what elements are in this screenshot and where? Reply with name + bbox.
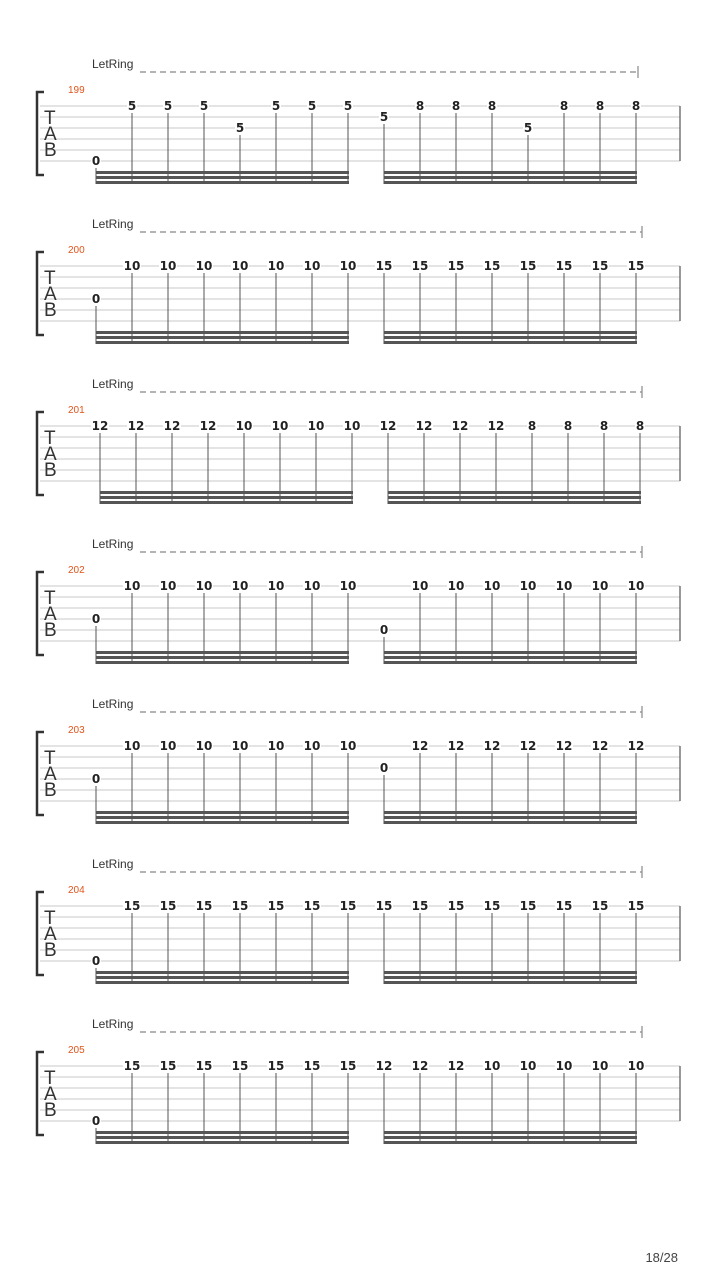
beam (96, 656, 349, 659)
fret-number: 15 (267, 1059, 285, 1073)
fret-number: 12 (447, 1059, 465, 1073)
fret-number: 10 (159, 259, 177, 273)
tab-clef-a: A (44, 764, 57, 785)
fret-number: 15 (303, 1059, 321, 1073)
beam (384, 811, 637, 814)
fret-number: 5 (127, 99, 137, 113)
beam (96, 336, 349, 339)
let-ring-label: LetRing (92, 857, 134, 871)
fret-number: 5 (199, 99, 209, 113)
fret-number: 10 (267, 579, 285, 593)
beam (384, 336, 637, 339)
tab-clef-b: B (44, 460, 57, 481)
fret-number: 15 (339, 1059, 357, 1073)
tab-clef-t: T (44, 1068, 56, 1089)
fret-number: 10 (483, 579, 501, 593)
beam (96, 1136, 349, 1139)
measure-number: 200 (68, 245, 85, 256)
fret-number: 15 (411, 259, 429, 273)
beam (384, 1136, 637, 1139)
fret-number: 15 (303, 899, 321, 913)
fret-number: 10 (231, 579, 249, 593)
beam (100, 491, 353, 494)
beam (96, 971, 349, 974)
fret-number: 0 (379, 761, 389, 775)
tab-clef-t: T (44, 908, 56, 929)
tab-clef-b: B (44, 940, 57, 961)
tab-clef-a: A (44, 604, 57, 625)
fret-number: 15 (447, 899, 465, 913)
tab-clef-a: A (44, 124, 57, 145)
fret-number: 10 (123, 259, 141, 273)
fret-number: 8 (451, 99, 461, 113)
beam (384, 816, 637, 819)
beam (100, 496, 353, 499)
measure-number: 199 (68, 85, 85, 96)
fret-number: 12 (591, 739, 609, 753)
fret-number: 8 (599, 419, 609, 433)
tab-clef-a: A (44, 1084, 57, 1105)
fret-number: 15 (231, 899, 249, 913)
fret-number: 10 (195, 259, 213, 273)
fret-number: 10 (591, 1059, 609, 1073)
let-ring-label: LetRing (92, 377, 134, 391)
beam (384, 331, 637, 334)
fret-number: 15 (267, 899, 285, 913)
fret-number: 0 (91, 1114, 101, 1128)
fret-number: 10 (555, 1059, 573, 1073)
beam (384, 1131, 637, 1134)
fret-number: 10 (447, 579, 465, 593)
fret-number: 10 (555, 579, 573, 593)
fret-number: 10 (303, 579, 321, 593)
measure-number: 205 (68, 1045, 85, 1056)
system-bracket (37, 572, 44, 655)
fret-number: 5 (163, 99, 173, 113)
fret-number: 5 (235, 121, 245, 135)
let-ring-label: LetRing (92, 1017, 134, 1031)
fret-number: 12 (447, 739, 465, 753)
beam (96, 981, 349, 984)
tab-clef-b: B (44, 1100, 57, 1121)
measure-number: 202 (68, 565, 85, 576)
fret-number: 10 (519, 1059, 537, 1073)
let-ring-label: LetRing (92, 697, 134, 711)
fret-number: 15 (519, 259, 537, 273)
fret-number: 15 (555, 899, 573, 913)
beam (96, 331, 349, 334)
measure-number: 204 (68, 885, 85, 896)
fret-number: 15 (555, 259, 573, 273)
fret-number: 12 (415, 419, 433, 433)
beam (384, 181, 637, 184)
beam (388, 491, 641, 494)
fret-number: 5 (271, 99, 281, 113)
fret-number: 15 (447, 259, 465, 273)
fret-number: 10 (235, 419, 253, 433)
fret-number: 12 (375, 1059, 393, 1073)
measure-number: 201 (68, 405, 85, 416)
beam (96, 1141, 349, 1144)
fret-number: 10 (627, 579, 645, 593)
system-bracket (37, 252, 44, 335)
beam (96, 341, 349, 344)
fret-number: 12 (127, 419, 145, 433)
fret-number: 15 (231, 1059, 249, 1073)
beam (388, 496, 641, 499)
fret-number: 0 (91, 292, 101, 306)
system-bracket (37, 92, 44, 175)
fret-number: 8 (487, 99, 497, 113)
fret-number: 0 (91, 154, 101, 168)
fret-number: 10 (519, 579, 537, 593)
fret-number: 10 (123, 579, 141, 593)
beam (384, 976, 637, 979)
fret-number: 5 (307, 99, 317, 113)
beam (384, 821, 637, 824)
beam (96, 176, 349, 179)
beam (96, 816, 349, 819)
fret-number: 10 (271, 419, 289, 433)
tab-clef-a: A (44, 284, 57, 305)
fret-number: 10 (267, 739, 285, 753)
beam (384, 1141, 637, 1144)
fret-number: 10 (195, 739, 213, 753)
fret-number: 12 (379, 419, 397, 433)
fret-number: 10 (231, 259, 249, 273)
page-number: 18/28 (645, 1250, 678, 1265)
tab-clef-a: A (44, 444, 57, 465)
fret-number: 10 (303, 739, 321, 753)
fret-number: 12 (487, 419, 505, 433)
fret-number: 12 (163, 419, 181, 433)
fret-number: 15 (591, 899, 609, 913)
fret-number: 12 (451, 419, 469, 433)
fret-number: 10 (591, 579, 609, 593)
tab-clef-t: T (44, 588, 56, 609)
fret-number: 10 (483, 1059, 501, 1073)
fret-number: 8 (635, 419, 645, 433)
fret-number: 12 (411, 739, 429, 753)
fret-number: 15 (483, 259, 501, 273)
fret-number: 15 (375, 259, 393, 273)
system-bracket (37, 412, 44, 495)
beam (96, 171, 349, 174)
fret-number: 10 (159, 579, 177, 593)
fret-number: 15 (375, 899, 393, 913)
beam (96, 661, 349, 664)
fret-number: 10 (307, 419, 325, 433)
tab-clef-t: T (44, 268, 56, 289)
fret-number: 12 (483, 739, 501, 753)
fret-number: 15 (483, 899, 501, 913)
fret-number: 10 (267, 259, 285, 273)
fret-number: 10 (627, 1059, 645, 1073)
tab-clef-b: B (44, 300, 57, 321)
fret-number: 0 (379, 623, 389, 637)
system-bracket (37, 1052, 44, 1135)
fret-number: 12 (411, 1059, 429, 1073)
tab-clef-b: B (44, 780, 57, 801)
fret-number: 15 (123, 899, 141, 913)
fret-number: 15 (123, 1059, 141, 1073)
fret-number: 12 (199, 419, 217, 433)
fret-number: 15 (591, 259, 609, 273)
fret-number: 15 (195, 1059, 213, 1073)
fret-number: 15 (411, 899, 429, 913)
beam (384, 171, 637, 174)
beam (96, 1131, 349, 1134)
fret-number: 10 (231, 739, 249, 753)
fret-number: 8 (631, 99, 641, 113)
beam (96, 181, 349, 184)
fret-number: 10 (343, 419, 361, 433)
system-bracket (37, 732, 44, 815)
fret-number: 10 (195, 579, 213, 593)
fret-number: 10 (159, 739, 177, 753)
fret-number: 12 (627, 739, 645, 753)
fret-number: 15 (627, 899, 645, 913)
tab-clef-b: B (44, 620, 57, 641)
tab-clef-t: T (44, 108, 56, 129)
beam (384, 651, 637, 654)
beam (96, 821, 349, 824)
tab-clef-t: T (44, 748, 56, 769)
beam (96, 651, 349, 654)
fret-number: 5 (343, 99, 353, 113)
fret-number: 8 (415, 99, 425, 113)
beam (388, 501, 641, 504)
fret-number: 5 (523, 121, 533, 135)
tab-clef-t: T (44, 428, 56, 449)
fret-number: 10 (339, 739, 357, 753)
fret-number: 15 (159, 1059, 177, 1073)
fret-number: 12 (555, 739, 573, 753)
fret-number: 15 (195, 899, 213, 913)
fret-number: 10 (339, 579, 357, 593)
fret-number: 8 (559, 99, 569, 113)
beam (96, 976, 349, 979)
fret-number: 15 (339, 899, 357, 913)
tab-clef-b: B (44, 140, 57, 161)
fret-number: 10 (123, 739, 141, 753)
fret-number: 8 (595, 99, 605, 113)
fret-number: 10 (303, 259, 321, 273)
let-ring-label: LetRing (92, 537, 134, 551)
fret-number: 5 (379, 110, 389, 124)
fret-number: 8 (527, 419, 537, 433)
system-bracket (37, 892, 44, 975)
fret-number: 0 (91, 612, 101, 626)
beam (384, 661, 637, 664)
fret-number: 15 (519, 899, 537, 913)
beam (384, 176, 637, 179)
beam (384, 656, 637, 659)
fret-number: 8 (563, 419, 573, 433)
fret-number: 0 (91, 954, 101, 968)
beam (384, 341, 637, 344)
beam (100, 501, 353, 504)
fret-number: 15 (159, 899, 177, 913)
fret-number: 10 (339, 259, 357, 273)
fret-number: 12 (91, 419, 109, 433)
beam (384, 981, 637, 984)
tab-clef-a: A (44, 924, 57, 945)
fret-number: 10 (411, 579, 429, 593)
fret-number: 0 (91, 772, 101, 786)
fret-number: 12 (519, 739, 537, 753)
let-ring-label: LetRing (92, 217, 134, 231)
let-ring-label: LetRing (92, 57, 134, 71)
beam (384, 971, 637, 974)
measure-number: 203 (68, 725, 85, 736)
fret-number: 15 (627, 259, 645, 273)
beam (96, 811, 349, 814)
